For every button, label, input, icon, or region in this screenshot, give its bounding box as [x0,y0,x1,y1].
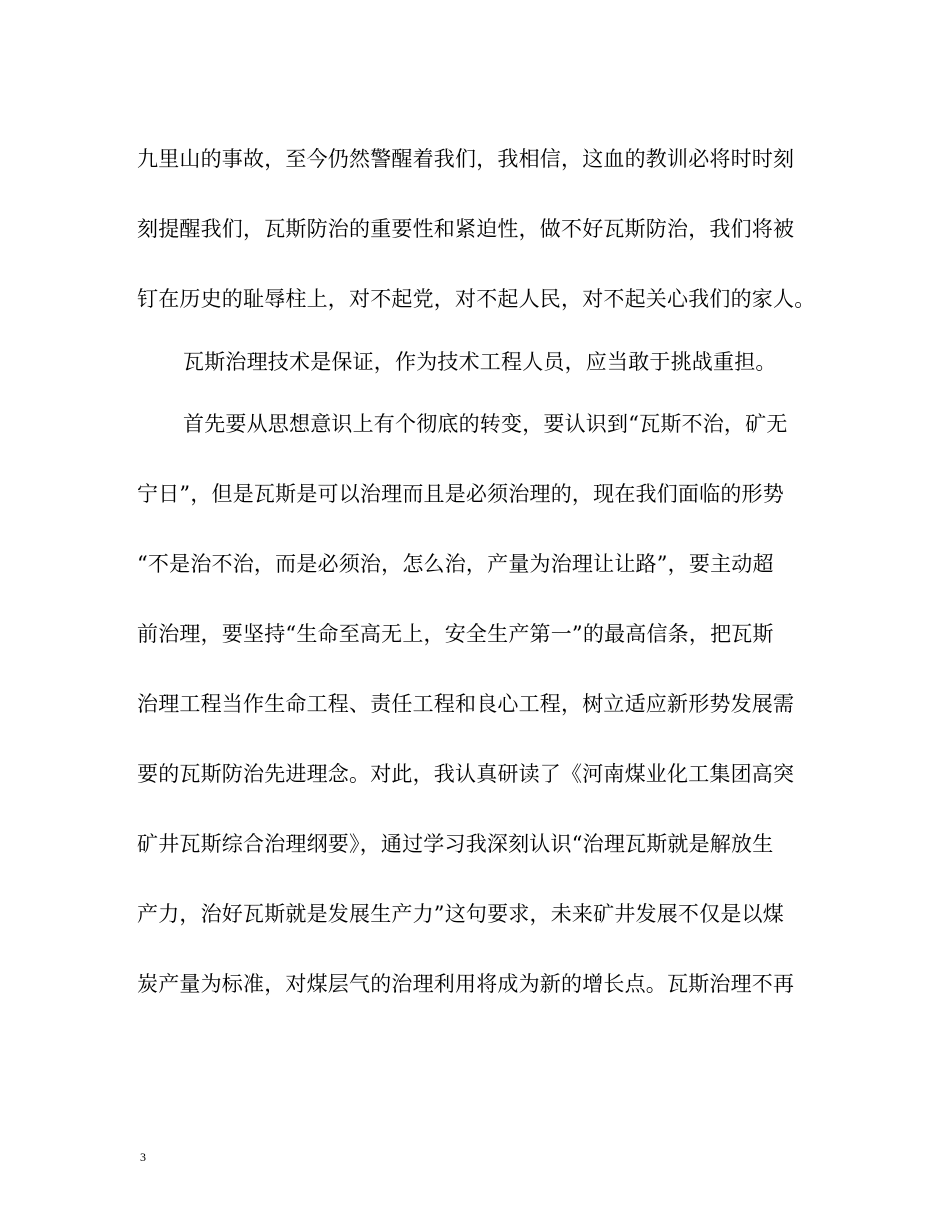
paragraph-first-line: 首先要从思想意识上有个彻底的转变，要认识到“瓦斯不治，矿无 [183,412,788,436]
body-text-line: 炭产量为标准，对煤层气的治理利用将成为新的增长点。瓦斯治理不再 [137,972,795,996]
body-text-line: 宁日”，但是瓦斯是可以治理而且是必须治理的，现在我们面临的形势 [137,482,784,506]
body-text-line: “不是治不治，而是必须治，怎么治，产量为治理让让路”，要主动超 [137,552,774,576]
body-text-line: 矿井瓦斯综合治理纲要》，通过学习我深刻认识“治理瓦斯就是解放生 [137,832,774,856]
body-text-line: 刻提醒我们，瓦斯防治的重要性和紧迫性，做不好瓦斯防治，我们将被 [137,217,795,241]
page-number: 3 [140,1150,146,1164]
body-text-line: 钉在历史的耻辱柱上，对不起党，对不起人民，对不起关心我们的家人。 [137,287,816,311]
body-text-line: 要的瓦斯防治先进理念。对此，我认真研读了《河南煤业化工集团高突 [137,762,795,786]
body-text-line: 九里山的事故，至今仍然警醒着我们，我相信，这血的教训必将时时刻 [137,147,795,171]
paragraph-first-line: 瓦斯治理技术是保证，作为技术工程人员，应当敢于挑战重担。 [183,350,777,374]
body-text-line: 前治理，要坚持“生命至高无上，安全生产第一”的最高信条，把瓦斯 [137,622,774,646]
body-text-line: 治理工程当作生命工程、责任工程和良心工程，树立适应新形势发展需 [137,692,795,716]
body-text-line: 产力，治好瓦斯就是发展生产力”这句要求，未来矿井发展不仅是以煤 [137,902,784,926]
